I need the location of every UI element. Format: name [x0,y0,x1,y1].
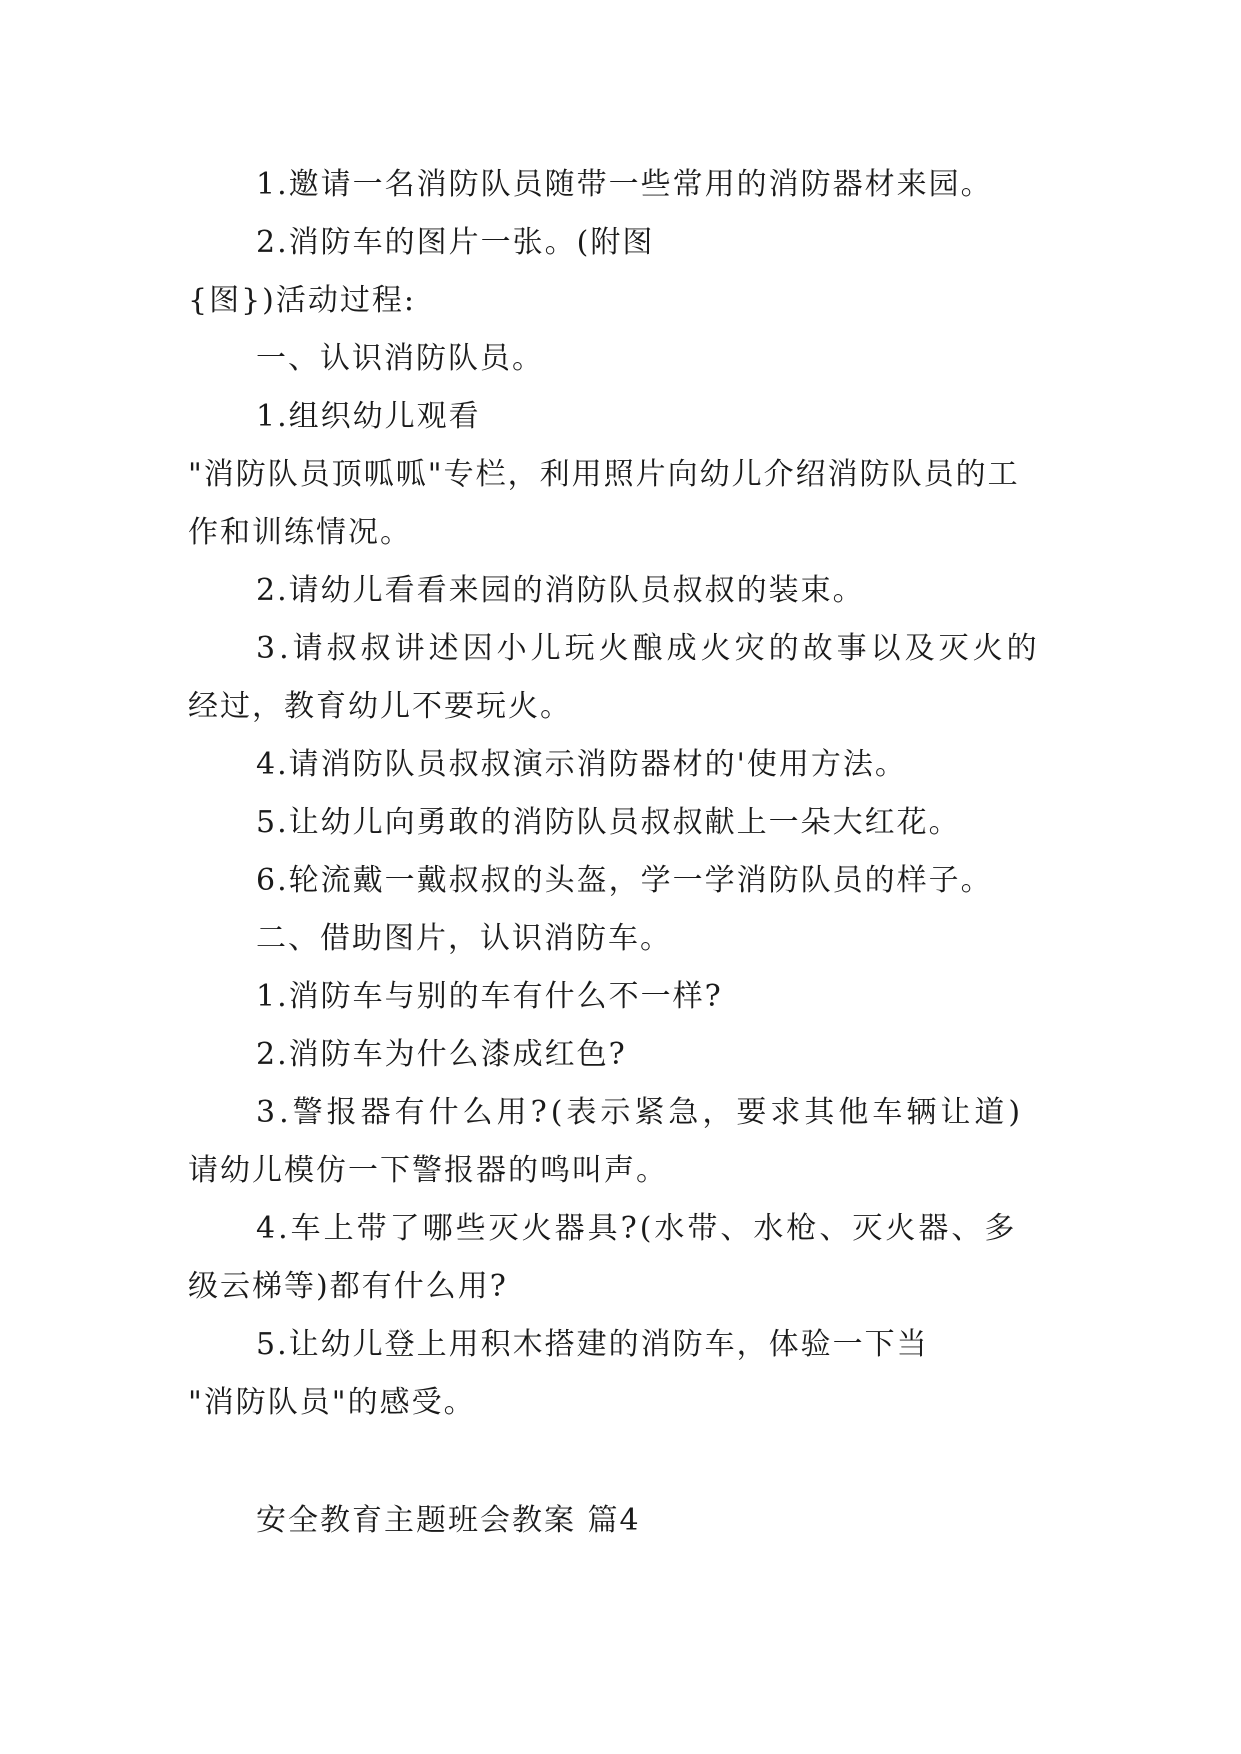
text-line: 请幼儿模仿一下警报器的鸣叫声。 [188,1153,668,1188]
text-line: {图})活动过程: [188,283,416,318]
text-line: "消防队员顶呱呱"专栏，利用照片向幼儿介绍消防队员的工 [188,457,1020,492]
text-line: 3.请叔叔讲述因小儿玩火酿成火灾的故事以及灭火的 [256,631,1041,666]
text-line: 6.轮流戴一戴叔叔的头盔，学一学消防队员的样子。 [256,863,993,898]
document-section-title: 安全教育主题班会教案 篇4 [256,1503,641,1538]
text-line: 5.让幼儿向勇敢的消防队员叔叔献上一朵大红花。 [256,805,961,840]
text-line: 4.车上带了哪些灭火器具?(水带、水枪、灭火器、多 [256,1211,1018,1246]
text-line: 作和训练情况。 [188,515,412,550]
text-line: 2.请幼儿看看来园的消防队员叔叔的装束。 [256,573,865,608]
text-line: 3.警报器有什么用?(表示紧急，要求其他车辆让道) [256,1095,1025,1130]
text-line: 5.让幼儿登上用积木搭建的消防车，体验一下当 [256,1327,929,1362]
text-line: 2.消防车的图片一张。(附图 [256,225,655,260]
text-line: 级云梯等)都有什么用? [188,1269,508,1304]
text-line: 2.消防车为什么漆成红色? [256,1037,627,1072]
text-line: 1.邀请一名消防队员随带一些常用的消防器材来园。 [256,167,993,202]
text-line: 4.请消防队员叔叔演示消防器材的'使用方法。 [256,747,907,782]
text-line: 经过，教育幼儿不要玩火。 [188,689,572,724]
text-line: 1.组织幼儿观看 [256,399,481,434]
section-heading: 二、借助图片，认识消防车。 [256,921,672,956]
text-line: "消防队员"的感受。 [188,1385,476,1420]
text-line: 1.消防车与别的车有什么不一样? [256,979,723,1014]
section-heading: 一、认识消防队员。 [256,341,544,376]
